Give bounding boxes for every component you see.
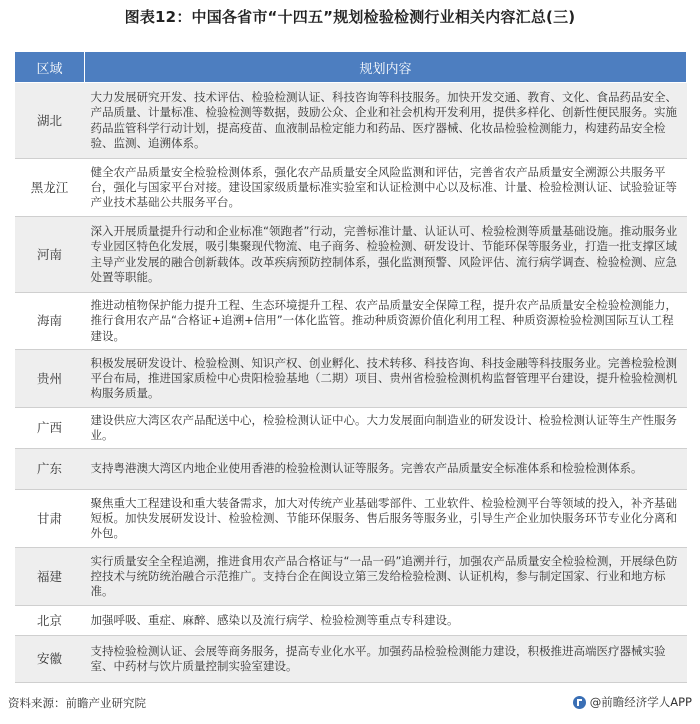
table-row bbox=[15, 293, 687, 350]
row-region: 海南 bbox=[15, 293, 85, 350]
table-row bbox=[15, 490, 687, 548]
row-region: 北京 bbox=[15, 606, 85, 636]
brand-label: @前瞻经济学人APP bbox=[589, 695, 692, 709]
row-content: 深入开展质量提升行动和企业标准“领跑者”行动，完善标准计量、认证认可、检验检测等质量基础设施。推动服务业专业园区特色化发展，吸引集聚现代物流、电子商务、检验检测、研发设计、节能环保等服务业，打造一批支撑区域主导产业发展的融合创新载体。改革疾病预防控制体系，强化监测预警、风险评估、流行病学调查、检验检测、应急处置等职能。 bbox=[85, 217, 687, 293]
row-region: 福建 bbox=[15, 548, 85, 606]
row-region: 广西 bbox=[15, 408, 85, 449]
chart-title: 图表12：中国各省市“十四五”规划检验检测行业相关内容汇总(三) bbox=[124, 8, 576, 26]
row-content: 推进动植物保护能力提升工程、生态环境提升工程、农产品质量安全保障工程，提升农产品质量安全检验检测能力，推行食用农产品“合格证+追溯+信用”一体化监管。推动种质资源价值化利用工程、种质资源检验检测国际互认工程建设。 bbox=[85, 293, 687, 350]
row-region: 河南 bbox=[15, 217, 85, 293]
row-content: 支持检验检测认证、会展等商务服务，提高专业化水平。加强药品检验检测能力建设，积极推进高端医疗器械实验室、中药材与饮片质量控制实验室建设。 bbox=[85, 636, 687, 683]
row-region: 甘肃 bbox=[15, 490, 85, 548]
table-row bbox=[15, 217, 687, 293]
row-content: 健全农产品质量安全检验检测体系，强化农产品质量安全风险监测和评估，完善省农产品质量安全溯源公共服务平台，强化与国家平台对接。建设国家级质量标准实验室和认证检测中心以及标准、计量、检验检测认证、试验验证等产业技术基础公共服务平台。 bbox=[85, 159, 687, 217]
table-row bbox=[15, 83, 687, 159]
table-row bbox=[15, 159, 687, 217]
source-note: 资料来源：前瞻产业研究院 bbox=[8, 696, 146, 710]
row-content: 大力发展研究开发、技术评估、检验检测认证、科技咨询等科技服务。加快开发交通、教育、文化、食品药品安全、产品质量、计量标准、检验检测等数据，鼓励公众、企业和社会机构开发利用，提供多样化、创新性便民服务。实施药品监管科学行动计划，提高疫苗、血液制品检定能力和药品、医疗器械、化妆品检验检测能力，构建药品安全检验、监测、追溯体系。 bbox=[85, 83, 687, 159]
row-region: 安徽 bbox=[15, 636, 85, 683]
table-row bbox=[15, 548, 687, 606]
qianzhan-logo-icon bbox=[573, 696, 586, 709]
table-row bbox=[15, 606, 687, 636]
row-region: 贵州 bbox=[15, 350, 85, 408]
table-row bbox=[15, 350, 687, 408]
row-content: 聚焦重大工程建设和重大装备需求，加大对传统产业基础零部件、工业软件、检验检测平台等领域的投入，补齐基础短板。加快发展研发设计、检验检测、节能环保服务、售后服务等服务业，引导生产企业加快服务环节专业化分离和外包。 bbox=[85, 490, 687, 548]
table-row bbox=[15, 449, 687, 490]
row-region: 黑龙江 bbox=[15, 159, 85, 217]
header-content: 规划内容 bbox=[85, 52, 687, 83]
row-content: 加强呼吸、重症、麻醉、感染以及流行病学、检验检测等重点专科建设。 bbox=[85, 606, 687, 636]
header-region: 区域 bbox=[15, 52, 85, 83]
row-content: 实行质量安全全程追溯，推进食用农产品合格证与“一品一码”追溯并行，加强农产品质量安全检验检测，开展绿色防控技术与统防统治融合示范推广。支持台企在闽设立第三发给检验检测、认证机构，参与制定国家、行业和地方标准。 bbox=[85, 548, 687, 606]
row-content: 积极发展研发设计、检验检测、知识产权、创业孵化、技术转移、科技咨询、科技金融等科技服务业。完善检验检测平台布局，推进国家质检中心贵阳检验基地（二期）项目、贵州省检验检测机构监督管理平台建设，提升检验检测机构服务质量。 bbox=[85, 350, 687, 408]
planning-table bbox=[14, 51, 687, 683]
row-region: 湖北 bbox=[15, 83, 85, 159]
brand-credit bbox=[573, 694, 692, 710]
table-row bbox=[15, 408, 687, 449]
row-content: 建设供应大湾区农产品配送中心，检验检测认证中心。大力发展面向制造业的研发设计、检验检测认证等生产性服务业。 bbox=[85, 408, 687, 449]
row-content: 支持粤港澳大湾区内地企业使用香港的检验检测认证等服务。完善农产品质量安全标准体系和检验检测体系。 bbox=[85, 449, 687, 490]
table-header-row bbox=[15, 52, 687, 83]
row-region: 广东 bbox=[15, 449, 85, 490]
table-row bbox=[15, 636, 687, 683]
